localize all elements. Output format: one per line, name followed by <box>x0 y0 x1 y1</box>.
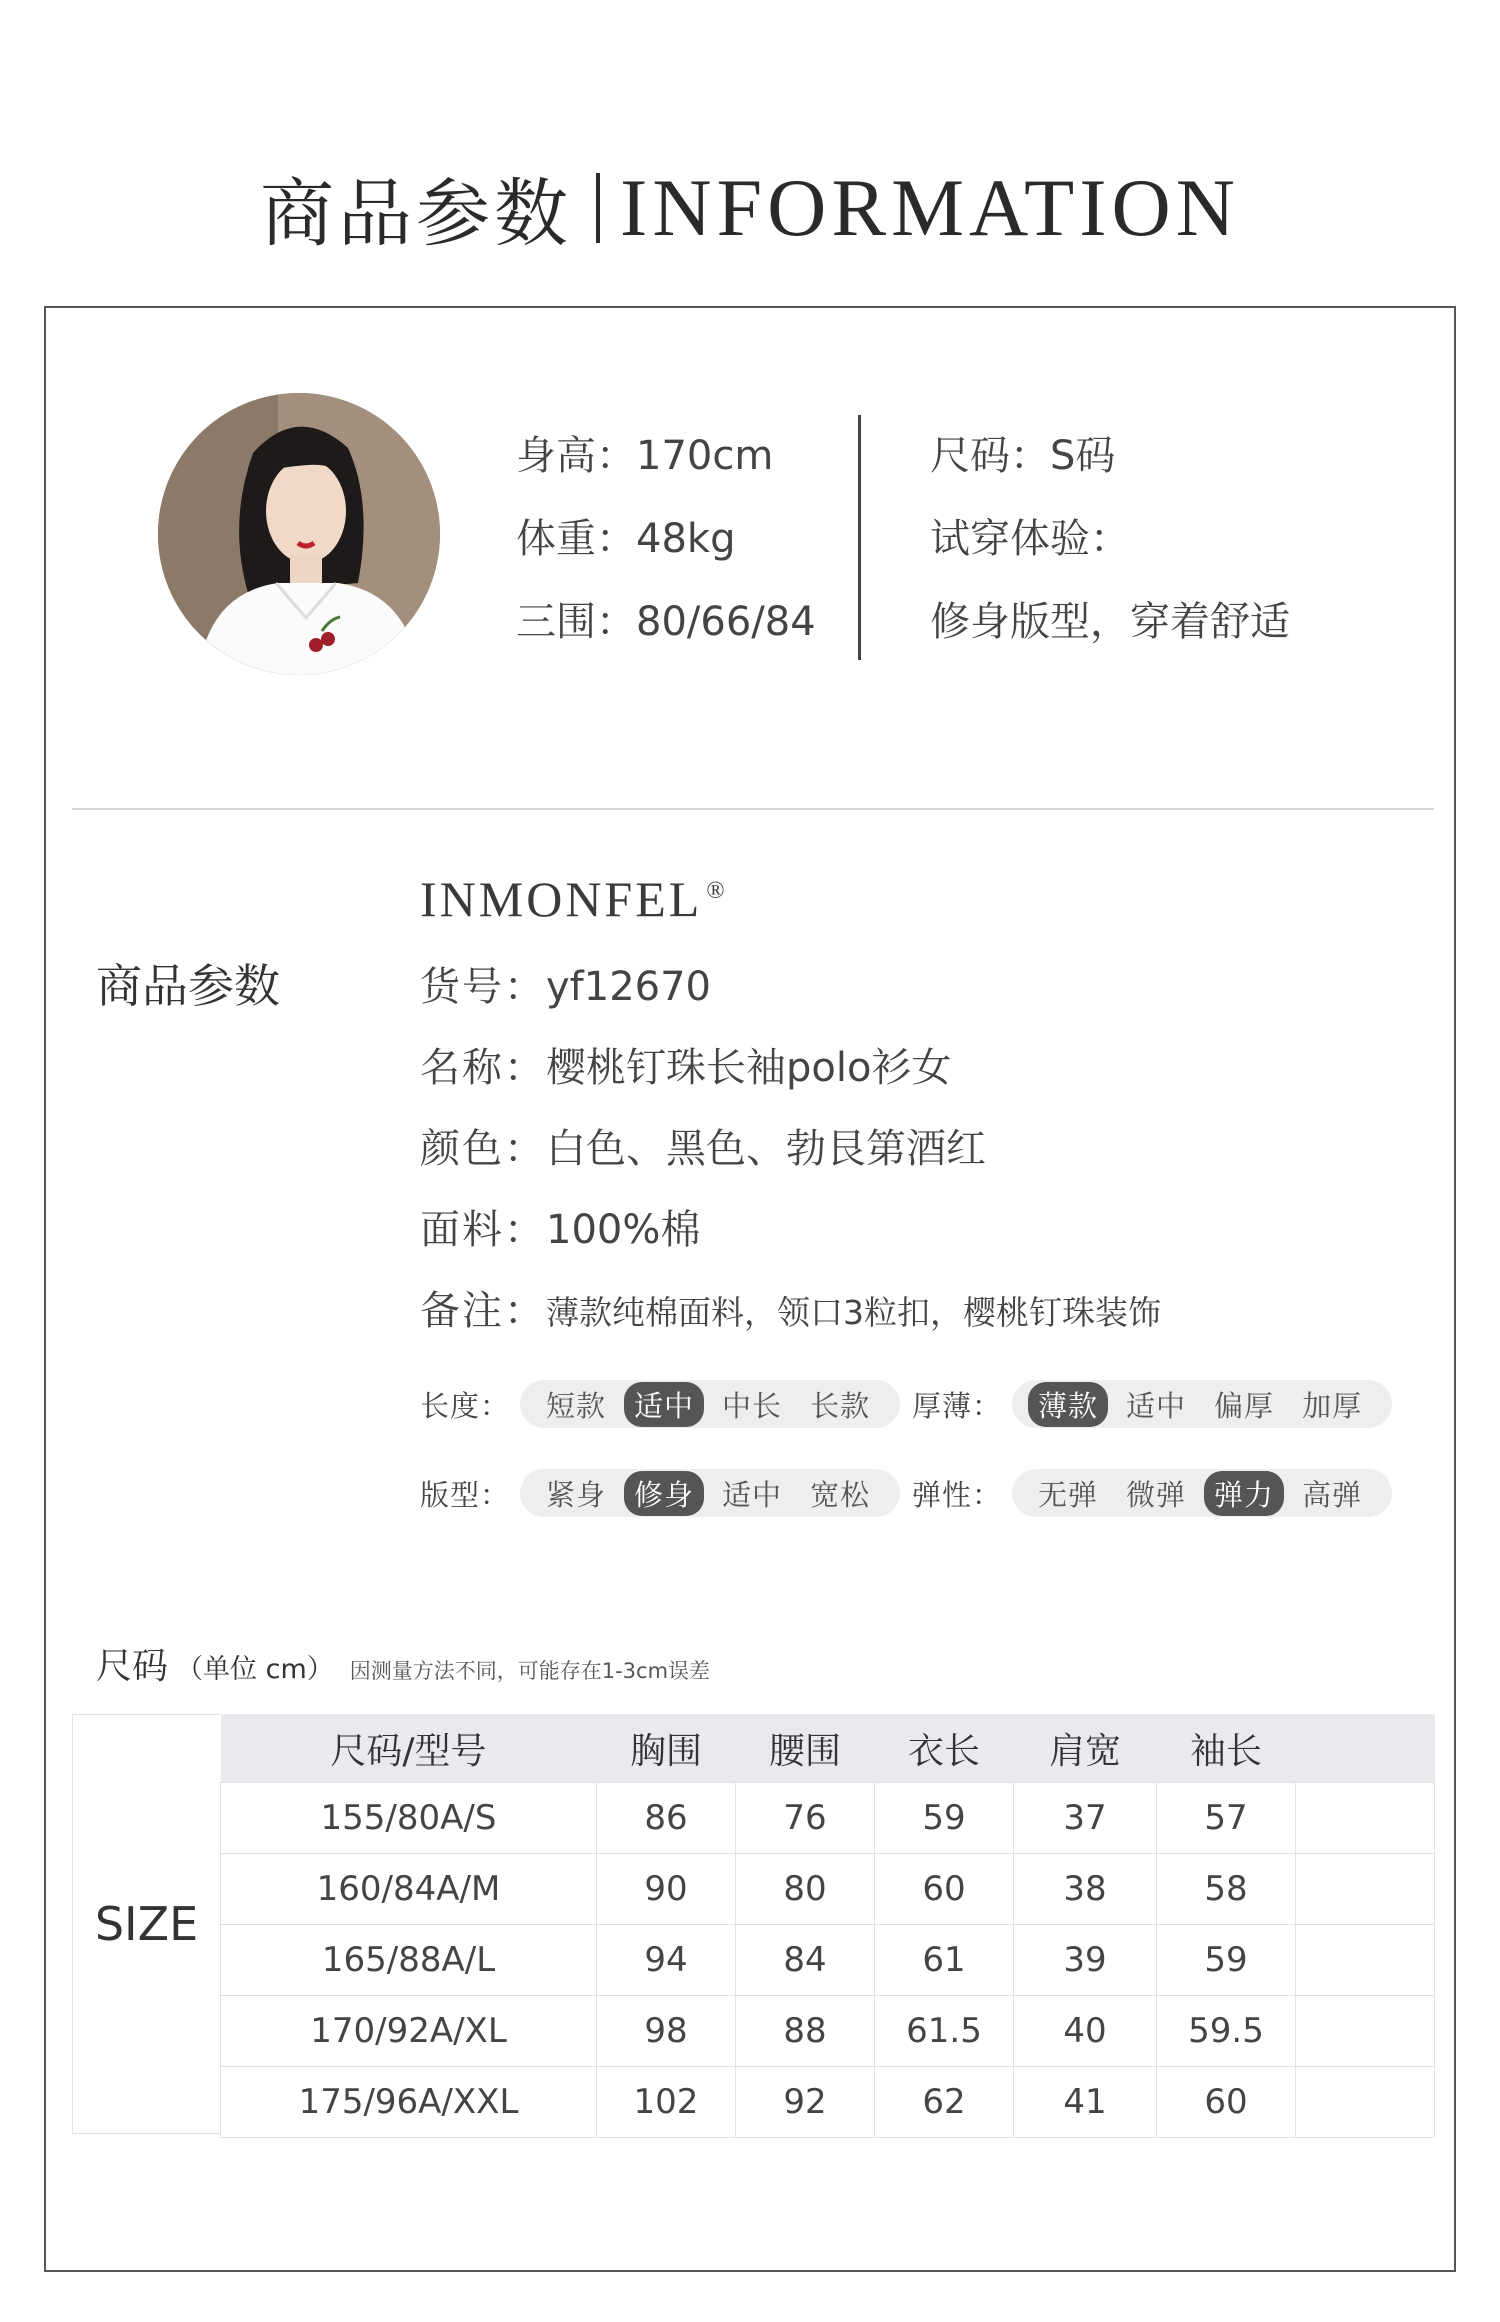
table-cell: 58 <box>1157 1854 1296 1925</box>
spec-value: S码 <box>1050 433 1116 479</box>
registered-mark: ® <box>706 878 728 904</box>
attr-option: 偏厚 <box>1214 1388 1275 1423</box>
item-number <box>420 955 711 1012</box>
table-cell <box>1296 1783 1435 1854</box>
field-label: 名称： <box>420 1045 546 1091</box>
attr-option: 加厚 <box>1302 1388 1363 1423</box>
size-label: SIZE <box>72 1714 220 2134</box>
attr-options <box>520 1380 900 1428</box>
try-on-comment <box>930 590 1290 647</box>
size-note: 因测量方法不同，可能存在1-3cm误差 <box>349 1659 711 1683</box>
table-cell: 60 <box>1157 2067 1296 2138</box>
field-label: 颜色： <box>420 1126 546 1172</box>
size-section-heading <box>96 1638 710 1689</box>
column-header: 腰围 <box>736 1714 875 1783</box>
column-header: 肩宽 <box>1014 1714 1157 1783</box>
table-cell: 57 <box>1157 1783 1296 1854</box>
attr-option-selected: 弹力 <box>1204 1471 1284 1516</box>
attr-option: 宽松 <box>810 1477 871 1512</box>
table-cell: 80 <box>736 1854 875 1925</box>
attr-option: 高弹 <box>1302 1477 1363 1512</box>
params-section-title: 商品参数 <box>96 959 280 1013</box>
table-row <box>221 2067 1435 2138</box>
attr-option: 短款 <box>546 1388 607 1423</box>
size-table <box>220 1714 1435 2138</box>
table-cell <box>1296 1996 1435 2067</box>
table-cell <box>1296 1925 1435 1996</box>
table-cell: 94 <box>597 1925 736 1996</box>
page-title-en: INFORMATION <box>620 162 1240 253</box>
table-cell: 175/96A/XXL <box>221 2067 597 2138</box>
table-cell: 76 <box>736 1783 875 1854</box>
table-cell: 38 <box>1014 1854 1157 1925</box>
model-weight <box>516 507 735 564</box>
model-avatar <box>158 393 440 675</box>
table-header-row <box>221 1714 1435 1783</box>
field-label: 面料： <box>420 1207 546 1253</box>
table-cell: 165/88A/L <box>221 1925 597 1996</box>
model-height <box>516 424 773 481</box>
size-title: 尺码 <box>96 1646 169 1687</box>
model-divider <box>858 415 861 660</box>
table-cell: 40 <box>1014 1996 1157 2067</box>
attr-option-selected: 适中 <box>624 1382 704 1427</box>
table-cell: 92 <box>736 2067 875 2138</box>
attr-label: 版型： <box>420 1477 511 1512</box>
table-cell: 59.5 <box>1157 1996 1296 2067</box>
column-header: 尺码/型号 <box>221 1714 597 1783</box>
attr-elasticity <box>912 1469 1392 1517</box>
attr-option-selected: 修身 <box>624 1471 704 1516</box>
field-value: 100%棉 <box>546 1207 701 1253</box>
brand-logo <box>420 870 728 928</box>
table-cell: 160/84A/M <box>221 1854 597 1925</box>
size-unit: （单位 cm） <box>176 1654 334 1685</box>
table-cell: 98 <box>597 1996 736 2067</box>
title-separator <box>596 173 600 243</box>
table-cell: 88 <box>736 1996 875 2067</box>
table-cell: 37 <box>1014 1783 1157 1854</box>
attr-option: 微弹 <box>1126 1477 1187 1512</box>
table-cell: 86 <box>597 1783 736 1854</box>
table-row <box>221 1925 1435 1996</box>
attr-option: 无弹 <box>1038 1477 1099 1512</box>
attr-label: 长度： <box>420 1388 511 1423</box>
attr-option: 紧身 <box>546 1477 607 1512</box>
table-cell: 60 <box>875 1854 1014 1925</box>
item-name <box>420 1036 951 1093</box>
attr-options <box>1012 1380 1392 1428</box>
attr-option: 适中 <box>722 1477 783 1512</box>
spec-label: 身高： <box>516 433 636 479</box>
table-cell: 62 <box>875 2067 1014 2138</box>
table-cell: 155/80A/S <box>221 1783 597 1854</box>
table-cell: 59 <box>1157 1925 1296 1996</box>
attr-option: 长款 <box>810 1388 871 1423</box>
column-header: 胸围 <box>597 1714 736 1783</box>
spec-label: 三围： <box>516 599 636 645</box>
spec-value: 170cm <box>636 433 774 479</box>
field-value: 白色、黑色、勃艮第酒红 <box>546 1126 986 1172</box>
try-on-experience <box>930 507 1130 564</box>
item-notes <box>420 1279 1161 1336</box>
spec-value: 修身版型，穿着舒适 <box>930 599 1290 645</box>
attr-option: 中长 <box>722 1388 783 1423</box>
spec-value: 80/66/84 <box>636 599 816 645</box>
attr-label: 厚薄： <box>912 1388 1003 1423</box>
field-label: 货号： <box>420 964 546 1010</box>
table-row <box>221 1996 1435 2067</box>
attr-label: 弹性： <box>912 1477 1003 1512</box>
field-value: yf12670 <box>546 964 711 1010</box>
field-value: 樱桃钉珠长袖polo衫女 <box>546 1045 952 1091</box>
attr-length <box>420 1380 900 1428</box>
item-fabric <box>420 1198 700 1255</box>
section-divider <box>72 808 1434 810</box>
attr-thickness <box>912 1380 1392 1428</box>
page-title-cn: 商品参数 <box>260 171 573 257</box>
attr-options <box>520 1469 900 1517</box>
item-colors <box>420 1117 986 1174</box>
table-cell: 41 <box>1014 2067 1157 2138</box>
column-header: 袖长 <box>1157 1714 1296 1783</box>
model-measurements <box>516 590 816 647</box>
spec-label: 体重： <box>516 516 636 562</box>
field-label: 备注： <box>420 1288 546 1334</box>
model-size <box>930 424 1115 481</box>
table-cell: 170/92A/XL <box>221 1996 597 2067</box>
spec-label: 试穿体验： <box>930 516 1130 562</box>
column-header: 衣长 <box>875 1714 1014 1783</box>
table-cell: 84 <box>736 1925 875 1996</box>
spec-label: 尺码： <box>930 433 1050 479</box>
brand-name: INMONFEL <box>420 871 703 927</box>
table-cell: 90 <box>597 1854 736 1925</box>
attr-fit <box>420 1469 900 1517</box>
table-cell <box>1296 1854 1435 1925</box>
column-header <box>1296 1714 1435 1783</box>
attr-options <box>1012 1469 1392 1517</box>
table-row <box>221 1854 1435 1925</box>
attr-option: 适中 <box>1126 1388 1187 1423</box>
table-cell: 59 <box>875 1783 1014 1854</box>
table-row <box>221 1783 1435 1854</box>
attr-option-selected: 薄款 <box>1028 1382 1108 1427</box>
spec-value: 48kg <box>636 516 736 562</box>
field-value: 薄款纯棉面料，领口3粒扣，樱桃钉珠装饰 <box>546 1293 1161 1332</box>
table-cell: 39 <box>1014 1925 1157 1996</box>
table-cell: 102 <box>597 2067 736 2138</box>
table-cell: 61.5 <box>875 1996 1014 2067</box>
table-cell <box>1296 2067 1435 2138</box>
table-cell: 61 <box>875 1925 1014 1996</box>
page-title <box>0 155 1500 255</box>
